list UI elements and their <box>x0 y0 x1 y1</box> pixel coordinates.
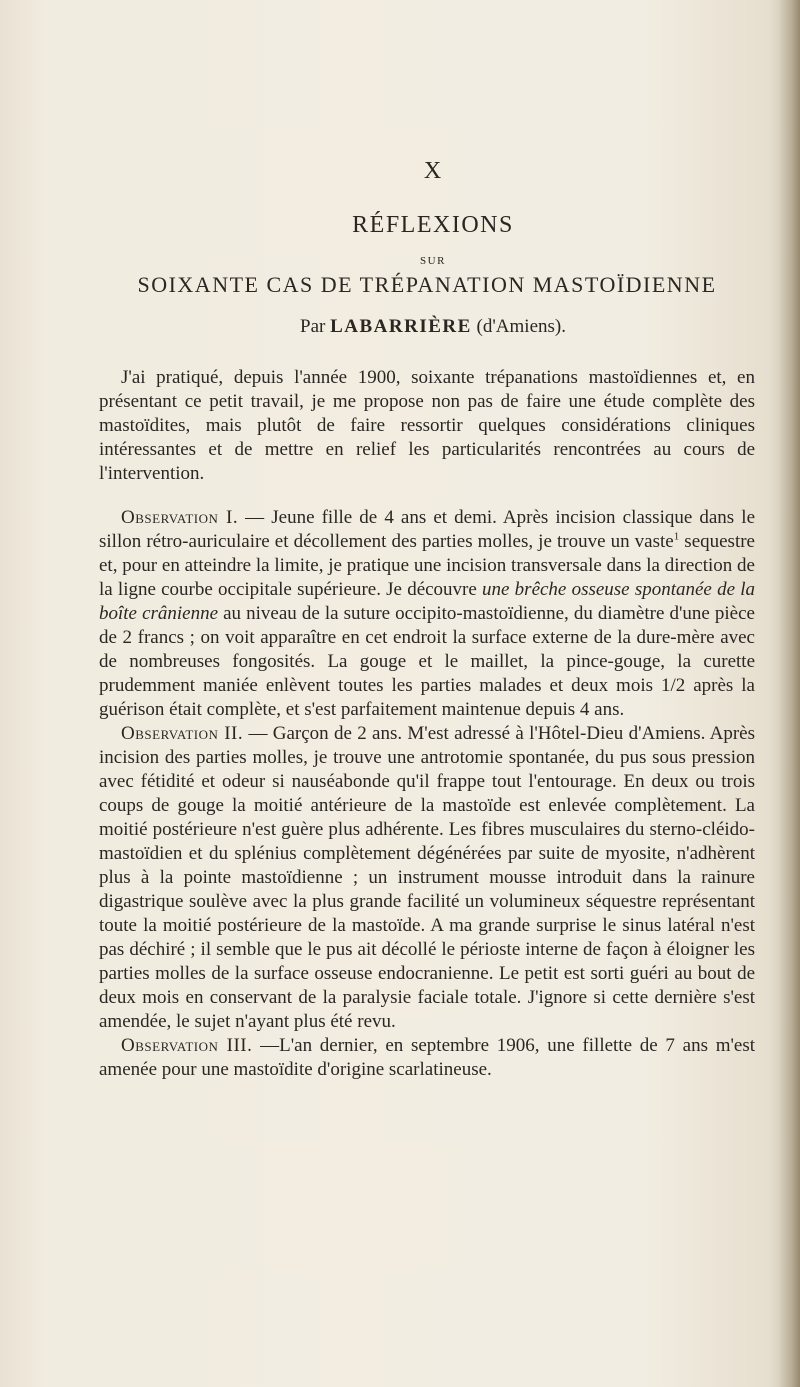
author-location: (d'Amiens). <box>476 316 566 337</box>
intro-paragraph: J'ai pratiqué, depuis l'année 1900, soixante trépanations mastoïdiennes et, en présentant ce petit travail, je me propose non pas de faire une étude complète des mastoïdites, mais plutôt de faire ressortir quelques considérations cliniques intéressantes et de mettre en relief les particularités rencontrées au cours de l'intervention. <box>99 367 755 484</box>
page-edge-shadow <box>778 0 800 1387</box>
observation-2 <box>99 722 755 1034</box>
observation-2-label: Observation II. <box>121 723 244 744</box>
observation-1 <box>99 506 755 722</box>
observation-3-text: —L'an dernier, en septembre 1906, une fillette de 7 ans m'est amenée pour une mastoïdite d'origine scarlatineuse. <box>99 1035 756 1080</box>
observation-1-text-a: — Jeune fille de 4 ans et demi. Après incision classique dans le sillon rétro-auriculaire et décollement des parties molles, je trouve un vaste <box>99 507 755 552</box>
article-subtitle: SOIXANTE CAS DE TRÉPANATION MASTOÏDIENNE <box>137 272 717 297</box>
author-prefix: Par <box>300 316 326 337</box>
title-connector: SUR <box>420 255 446 267</box>
chapter-number: X <box>423 158 443 184</box>
article-body <box>99 366 755 1082</box>
author-line <box>0 316 800 338</box>
author-name: LABARRIÈRE <box>330 316 472 337</box>
observation-1-label: Observation I. <box>121 507 239 528</box>
observation-1-text-b: sequestre et, pour en atteindre la limite, je pratique une incision transversale dans la direction de la ligne courbe occipitale supérieure. Je découvre <box>99 531 755 600</box>
observation-3-label: Observation III. <box>121 1035 253 1056</box>
observation-2-text: — Garçon de 2 ans. M'est adressé à l'Hôtel-Dieu d'Amiens. Après incision des parties molles, je trouve une antrotomie spontanée, du pus sous pression avec fétidité et odeur si nauséabonde qu'il frappe tout l'entourage. En deux ou trois coups de gouge la moitié antérieure de la mastoïde est enlevée complètement. La moitié postérieure n'est guère plus adhérente. Les fibres musculaires du sterno-cléido-mastoïdien et du splénius complètement dégénérées par suite de myosite, n'adhèrent plus à la pointe mastoïdienne ; un instrument mousse introduit dans la rainure digastrique soulève avec la plus grande facilité un volumineux séquestre représentant toute la moitié postérieure de la mastoïde. A ma grande surprise le sinus latéral n'est pas déchiré ; il semble que le pus ait décollé le périoste interne de façon à éloigner les parties molles de la surface osseuse endocranienne. Le petit est sorti guéri au bout de deux mois en conservant de la paralysie faciale totale. J'ignore si cette dernière s'est amendée, le sujet n'ayant plus été revu. <box>99 723 755 1032</box>
observation-1-text-c: au niveau de la suture occipito-mastoïdienne, du diamètre d'une pièce de 2 francs ; on voit apparaître en cet endroit la surface externe de la dure-mère avec de nombreuses fongosités. La gouge et le maillet, la pince-gouge, la curette prudemment maniée enlèvent toutes les parties malades et deux mois 1/2 après la guérison était complète, et s'est parfaitement maintenue depuis 4 ans. <box>99 603 755 720</box>
observation-3 <box>99 1034 755 1082</box>
observation-1-italic: une brêche osseuse spontanée de la boîte crânienne <box>99 579 755 624</box>
footnote-marker: 1 <box>673 530 680 543</box>
article-title: RÉFLEXIONS <box>352 212 514 238</box>
